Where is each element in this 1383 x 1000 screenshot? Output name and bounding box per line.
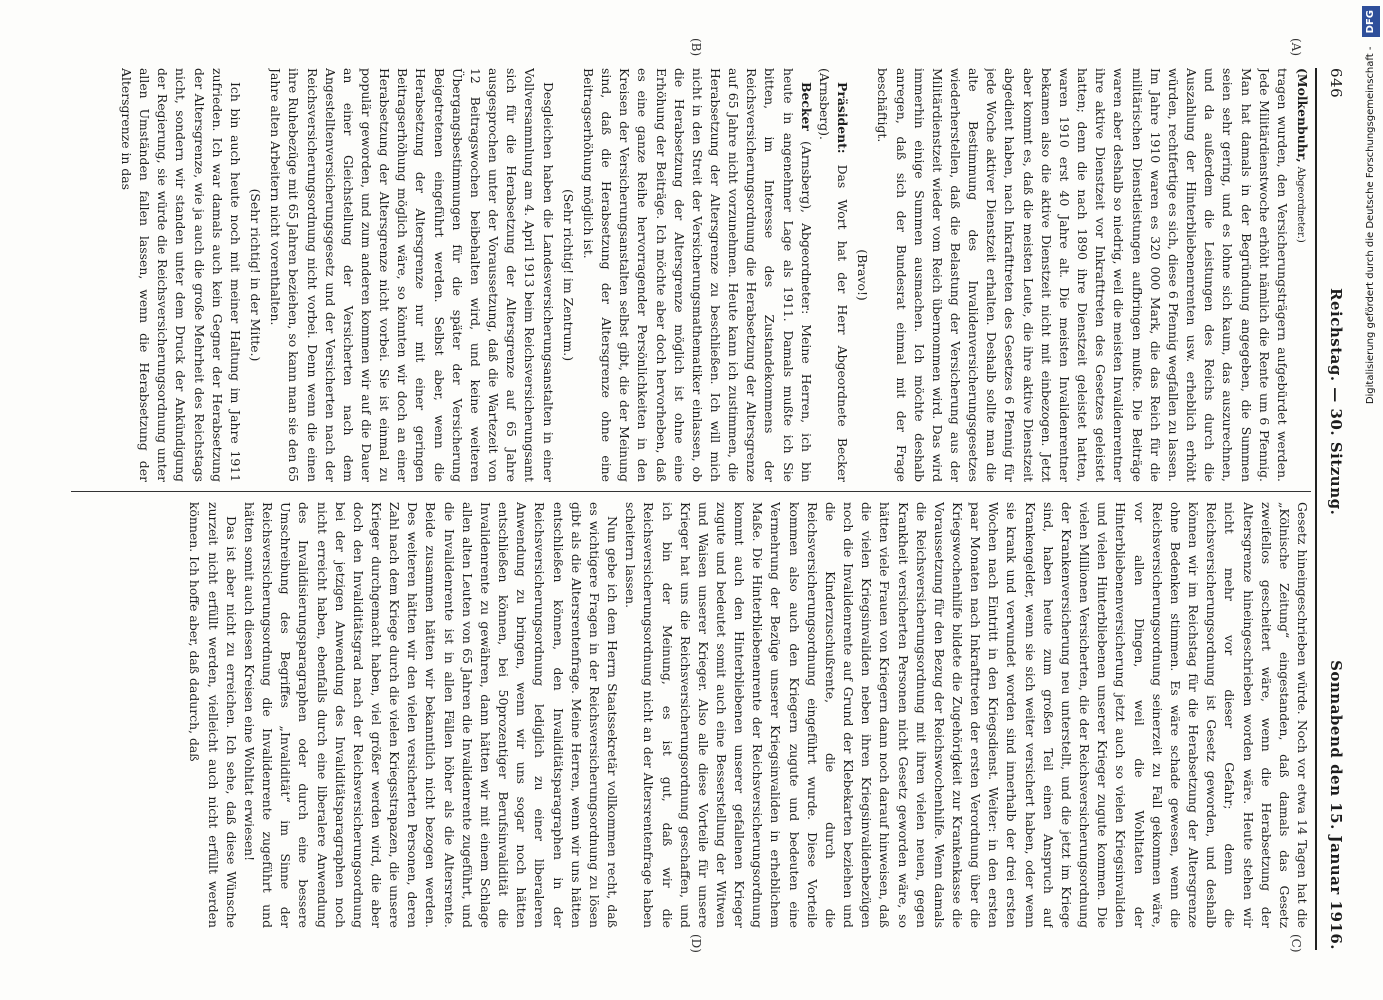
right-column bbox=[63, 502, 1311, 928]
header-title: Reichstag. — 30. Sitzung. bbox=[1327, 288, 1345, 516]
paragraph: tragen wurden, den Versicherungsträgern aufgebürdet werden. Jede Militärdienstwoche erhöht nämlich die Rente um 6 Pfennig. Man hat damals in der Begründung angegeben, die Summen seien sehr gering, und es lohne sich kaum, das auszurechnen, und da außerdem die Leistungen des Reichs durch die Auszahlung der Hinterbliebenenrenten usw. erheblich erhöht würden, rechtfertige es sich, diese 6 Pfennig wegfallen zu lassen. Im Jahre 1910 waren es 320 000 Mark, die das Reich für die militärischen Dienstleistungen aufbringen mußte. Die Beiträge waren aber deshalb so niedrig, weil die meisten Invalidenrentner ihre aktive Dienstzeit vor Inkrafttreten des Gesetzes geleistet hatten; denn die nach 1890 ihre Dienstzeit geleistet hatten, waren 1910 erst 40 Jahre alt. Die meisten Invalidenrentner bekamen also die aktive Dienstzeit nicht mit einbezogen. Jetzt aber kommt es, daß die meisten Leute, die ihre aktive Dienstzeit abgedient haben, nach Inkrafttreten des Gesetzes 6 Pfennig für jede Woche aktiver Dienstzeit erhalten. Deshalb sollte man die alte Bestimmung des Invalidenversicherungsgesetzes wiederherstellen, daß die Belastung der Versicherung aus der Militärdienstzeit wieder vom Reich übernommen wird. Das wird immerhin einige Summen ausmachen. Ich möchte deshalb anregen, daß sich der Bundesrat einmal mit der Frage beschäftigt. bbox=[875, 68, 1290, 482]
margin-marker-d: (D) bbox=[689, 934, 703, 953]
paragraph: Gesetz hineingeschrieben würde. Noch vor etwa 14 Tagen hat die „Kölnische Zeitung“ eingestanden, daß damals das Gesetz zweifellos gescheitert wäre, wenn die Herabsetzung der Altersgrenze hineingeschrieben worden wäre. Heute stehen wir nicht mehr vor dieser Gefahr; denn die Reichsversicherungsordnung ist Gesetz geworden, und deshalb können wir im Reichstag für die Herabsetzung der Altersgrenze ohne Bedenken stimmen. Es wäre schade gewesen, wenn die Reichsversicherungsordnung seinerzeit zu Fall gekommen wäre, vor allen Dingen, weil die Wohltaten der Hinterbliebenenversicherung jetzt auch so vielen Kriegsinvaliden und vielen Hinterbliebenen unserer Krieger zugute kommen. Die vielen Millionen Versicherten, die der Reichsversicherungsordnung der Krankenversicherung neu unterstellt, und die jetzt im Kriege sind, haben heute zum großen Teil einen Anspruch auf Krankengelder, wenn sie sich weiter versichert haben, oder wenn sie krank und verwundet worden sind innerhalb der drei ersten Wochen nach Eintritt in den Kriegsdienst. Weiter: in den ersten paar Monaten nach Inkrafttreten der ersten Verordnung über die Kriegswochenhilfe bildete die Zugehörigkeit zur Krankenkasse die Voraussetzung für den Bezug der Reichswochenhilfe. Wenn damals die Reichsversicherungsordnung mit ihren vielen neuen, gegen Krankheit versicherten Personen nicht Gesetz geworden wäre, so hätten viele Frauen von Kriegern dann noch darauf hinweisen, daß die vielen Kriegsinvaliden neben ihren Kriegsinvalidenbezügen noch die Invalidenrente auf Grund der Klebekarten beziehen und die Kinderzuschußrente, die durch die Reichsversicherungsordnung eingeführt wurde. Diese Vorteile kommen also auch den Kriegern zugute und bedeuten eine Vermehrung der Bezüge unserer Kriegsinvaliden in erheblichem Maße. Die Hinterbliebenenrente der Reichsversicherungsordnung kommt auch den Hinterbliebenen unserer gefallenen Krieger zugute und bedeutet somit auch eine Besserstellung der Witwen und Waisen unserer Krieger. Also alle diese Vorteile für unsere Krieger hat uns die Reichsversicherungsordnung geschaffen, und ich bin der Meinung, es ist gut, daß wir die Reichsversicherungsordnung nicht an der Altersrentenfrage haben scheitern lassen. bbox=[623, 502, 1310, 928]
speaker-name: (Molkenbuhr, bbox=[1295, 68, 1310, 163]
page-number: 646 bbox=[1327, 68, 1345, 99]
president-text: Das Wort hat der Herr Abgeordnete Becker (Arnsberg). bbox=[816, 68, 851, 482]
paragraph: Nun gebe ich dem Herrn Staatssekretär vollkommen recht, daß es wichtigere Fragen in der Reichsversicherungsordnung zu lösen gibt als die Altersrentenfrage. Meine Herren, wenn wir uns hätten entschließen können, den Invaliditätsparagraphen in der Reichsversicherungsordnung lediglich zu einer liberaleren Anwendung zu bringen, wenn wir uns sogar noch hätten entschließen können, bei 50prozentiger Berufsinvalidität die Invalidenrente zu gewähren, dann hätten wir mit einem Schlage allen alten Leuten von 65 Jahren die Invalidenrente zugeführt, und die Invalidenrente ist in allen Fällen höher als die Altersrente. Beide zusammen hätten wir bekanntlich nicht bezogen werden. Des weiteren hätten wir den vielen versicherten Personen, deren Zahl nach dem Kriege durch die vielen Kriegsstrapazen, die unsere Krieger durchgemacht haben, viel größer werden wird, die aber doch den Invaliditätsgrad nach der Reichsversicherungsordnung bei der jetzigen Anwendung des Invaliditätsparagraphen noch nicht erreicht haben, ebenfalls durch eine liberalere Anwendung des Invalidisierungsparagraphen oder durch eine bessere Umschreibung des Begriffes „Invalidität“ im Sinne der Reichsversicherungsordnung die Invalidenrente zugeführt und hätten somit auch diesen Kreisen eine Wohltat erwiesen! bbox=[241, 502, 621, 928]
interjection: (Sehr richtig! im Zentrum.) bbox=[560, 188, 576, 362]
header-date: Sonnabend den 15. Januar 1916. bbox=[1327, 660, 1345, 950]
document-page bbox=[63, 38, 1353, 953]
president-paragraph bbox=[815, 68, 851, 482]
interjection: (Sehr richtig! in der Mitte.) bbox=[248, 188, 264, 362]
digitization-text-wrap bbox=[1362, 6, 1380, 996]
digitization-note bbox=[1362, 6, 1380, 996]
speaker-line bbox=[1291, 68, 1311, 482]
margin-marker-c: (C) bbox=[1289, 934, 1303, 953]
margin-marker-a: (A) bbox=[1289, 38, 1303, 57]
paragraph: Desgleichen haben die Landesversicherungsanstalten in einer Vollversammlung am 4. April 1913 beim Reichsversicherungsamt sich für die Herabsetzung der Altersgrenze auf 65 Jahre ausgesprochen unter der Voraussetzung, daß die Wartezeit von 12 Beitragswochen beibehalten wird, und keine weiteren Übergangsbestimmungen für die später der Versicherung Beigetretenen eingeführt werden. Selbst aber, wenn die Herabsetzung der Altersgrenze nur mit einer geringen Beitragserhöhung möglich wäre, so könnten wir doch an einer Herabsetzung der Altersgrenze nicht vorbei. Sie ist einmal zu populär geworden, und zum anderen kommen wir auf die Dauer an einer Gleichstellung der Versicherten nach dem Angestelltenversicherungsgesetz und der Versicherten nach der Reichsversicherungsordnung nicht vorbei. Denn wenn die einen ihre Ruhebezüge mit 65 Jahren beziehen, so kann man sie den 65 Jahre alten Arbeitern nicht vorenthalten. bbox=[268, 68, 556, 482]
speaker-role: Abgeordneter.) bbox=[1295, 166, 1306, 243]
becker-text: (Arnsberg), Abgeordneter: Meine Herren, ich bin heute in angenehmer Lage als 1911. Damals mußte ich Sie bitten, im Interesse des Zustandekommens der Reichsversicherungsordnung die Herabsetzung der Altersgrenze auf 65 Jahre nicht vorzunehmen. Heute kann ich zustimmen, die Herabsetzung der Altersgrenze zu beschließen. Ich will mich nicht in den Streit der Versicherungsmathematiker einlassen, ob die Herabsetzung der Altersgrenze möglich ist ohne eine Erhöhung der Beiträge. Ich möchte aber doch hervorheben, daß es eine ganze Reihe hervorragender Persönlichkeiten in den Kreisen der Versicherungsanstalten selbst gibt, die der Meinung sind, daß die Herabsetzung der Altersgrenze ohne eine Beitragserhöhung möglich ist. bbox=[580, 68, 814, 482]
president-label: Präsident: bbox=[835, 82, 851, 154]
becker-label: Becker bbox=[798, 82, 814, 131]
digitization-text: Digitalisierung gefördert durch die Deutsche Forschungsgemeinschaft - bbox=[1365, 46, 1376, 405]
paragraph: Das ist aber nicht zu erreichen. Ich sehe, daß diese Wünsche zurzeit nicht erfüllt werden, vielleicht auch nicht erfüllt werden können. Ich hoffe aber, daß dadurch, daß bbox=[187, 502, 239, 928]
margin-marker-b: (B) bbox=[689, 38, 703, 57]
left-column bbox=[63, 68, 1311, 482]
becker-paragraph bbox=[579, 68, 815, 482]
header-rule bbox=[1315, 68, 1317, 950]
running-header bbox=[1319, 68, 1353, 950]
column-divider bbox=[71, 491, 1311, 492]
dfg-logo: DFG bbox=[1362, 6, 1380, 37]
paragraph: Ich bin auch heute noch mit meiner Haltung im Jahre 1911 zufrieden. Ich war damals auch kein Gegner der Herabsetzung der Altersgrenze, wie ja auch die große Mehrheit des Reichstags nicht, sondern wir standen unter dem Druck der Ankündigung der Regierung, sie würde die Reichsversicherungsordnung unter allen Umständen fallen lassen, wenn die Herabsetzung der Altersgrenze in das bbox=[119, 68, 243, 482]
interjection: (Bravo!) bbox=[855, 249, 871, 301]
